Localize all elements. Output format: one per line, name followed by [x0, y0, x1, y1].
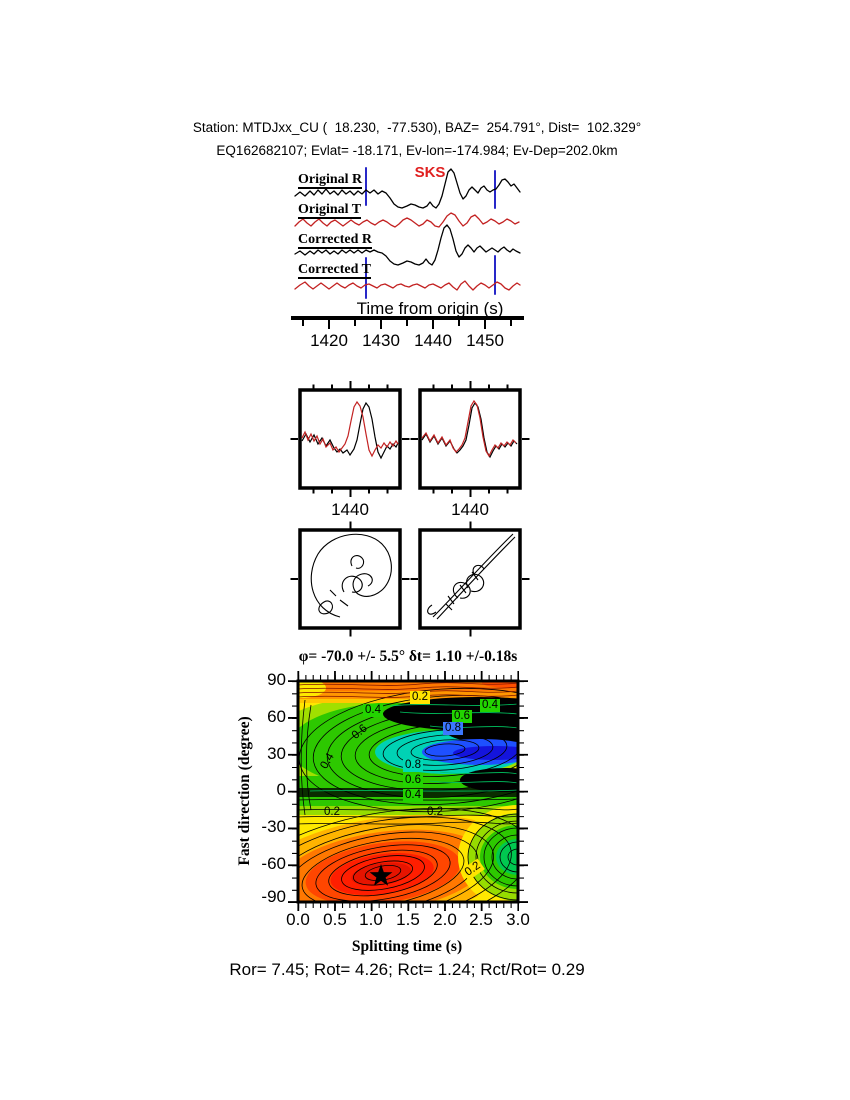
xtick-30: 3.0 [506, 910, 530, 929]
trace-label-original-r: Original R [298, 172, 363, 187]
contour-label-04-upright: 0.4 [482, 699, 498, 711]
ytick-60: 60 [267, 707, 286, 726]
waveform-box-right [411, 381, 530, 497]
ytick-n60: -60 [261, 854, 286, 873]
contour-label-04-upleft: 0.4 [365, 704, 381, 716]
xtick-25: 2.5 [469, 910, 493, 929]
window-trace-red-left [302, 402, 398, 456]
trace-corrected-t [295, 281, 520, 290]
ytick-30: 30 [267, 744, 286, 763]
contour-label-02-mid: 0.2 [427, 806, 443, 818]
ytick-n30: -30 [261, 817, 286, 836]
contour-label-08-upright: 0.8 [445, 722, 461, 734]
quality-factors-text: Ror= 7.45; Rot= 4.26; Rct= 1.24; Rct/Rot= 0.29 [229, 960, 585, 979]
window-trace-black-left [302, 403, 398, 458]
contour-label-04-rot: 0.4 [318, 751, 337, 772]
contour-label-02-lowright: 0.2 [461, 858, 485, 880]
contour-label-06-rot: 0.6 [349, 722, 370, 742]
particle-motion-original [291, 522, 410, 637]
time-axis-title: Time from origin (s) [356, 299, 504, 318]
time-tick-1450: 1450 [466, 331, 504, 350]
time-tick-1430: 1430 [362, 331, 400, 350]
trace-label-corrected-r: Corrected R [298, 232, 372, 247]
waveform-box-left [291, 381, 410, 497]
contour-label-04-mid: 0.4 [405, 789, 421, 801]
contour-label-08-mid: 0.8 [405, 759, 421, 771]
ytick-n90: -90 [261, 887, 286, 906]
contour-y-axis-title: Fast direction (degree) [236, 716, 253, 866]
time-axis [291, 318, 524, 329]
time-tick-1420: 1420 [310, 331, 348, 350]
station-title: Station: MTDJxx_CU ( 18.230, -77.530), BAZ= 254.791°, Dist= 102.329° [192, 120, 642, 135]
trace-label-corrected-t: Corrected T [298, 262, 371, 277]
xtick-0: 0.0 [286, 910, 310, 929]
contour-label-06-upright: 0.6 [454, 710, 470, 722]
analysis-window-markers [366, 168, 495, 298]
window-right-tick: 1440 [451, 500, 489, 519]
window-left-tick: 1440 [331, 500, 369, 519]
contour-x-axis-title: Splitting time (s) [351, 938, 463, 955]
xtick-10: 1.0 [359, 910, 383, 929]
contour-label-02-top: 0.2 [412, 691, 428, 703]
ytick-0: 0 [276, 780, 286, 799]
time-tick-1440: 1440 [414, 331, 452, 350]
event-title: EQ162682107; Evlat= -18.171, Ev-lon=-174.984; Ev-Dep=202.0km [216, 143, 618, 158]
splitting-result-title: φ= -70.0 +/- 5.5° δt= 1.10 +/-0.18s [298, 648, 518, 665]
xtick-05: 0.5 [323, 910, 347, 929]
xtick-20: 2.0 [433, 910, 457, 929]
xtick-15: 1.5 [396, 910, 420, 929]
ytick-90: 90 [267, 670, 286, 689]
window-trace-red-right [422, 401, 516, 456]
sks-phase-label: SKS [414, 164, 446, 181]
trace-label-original-t: Original T [298, 202, 362, 217]
contour-label-02-left: 0.2 [324, 806, 340, 818]
particle-motion-corrected [411, 522, 530, 637]
contour-label-06-mid: 0.6 [405, 774, 421, 786]
